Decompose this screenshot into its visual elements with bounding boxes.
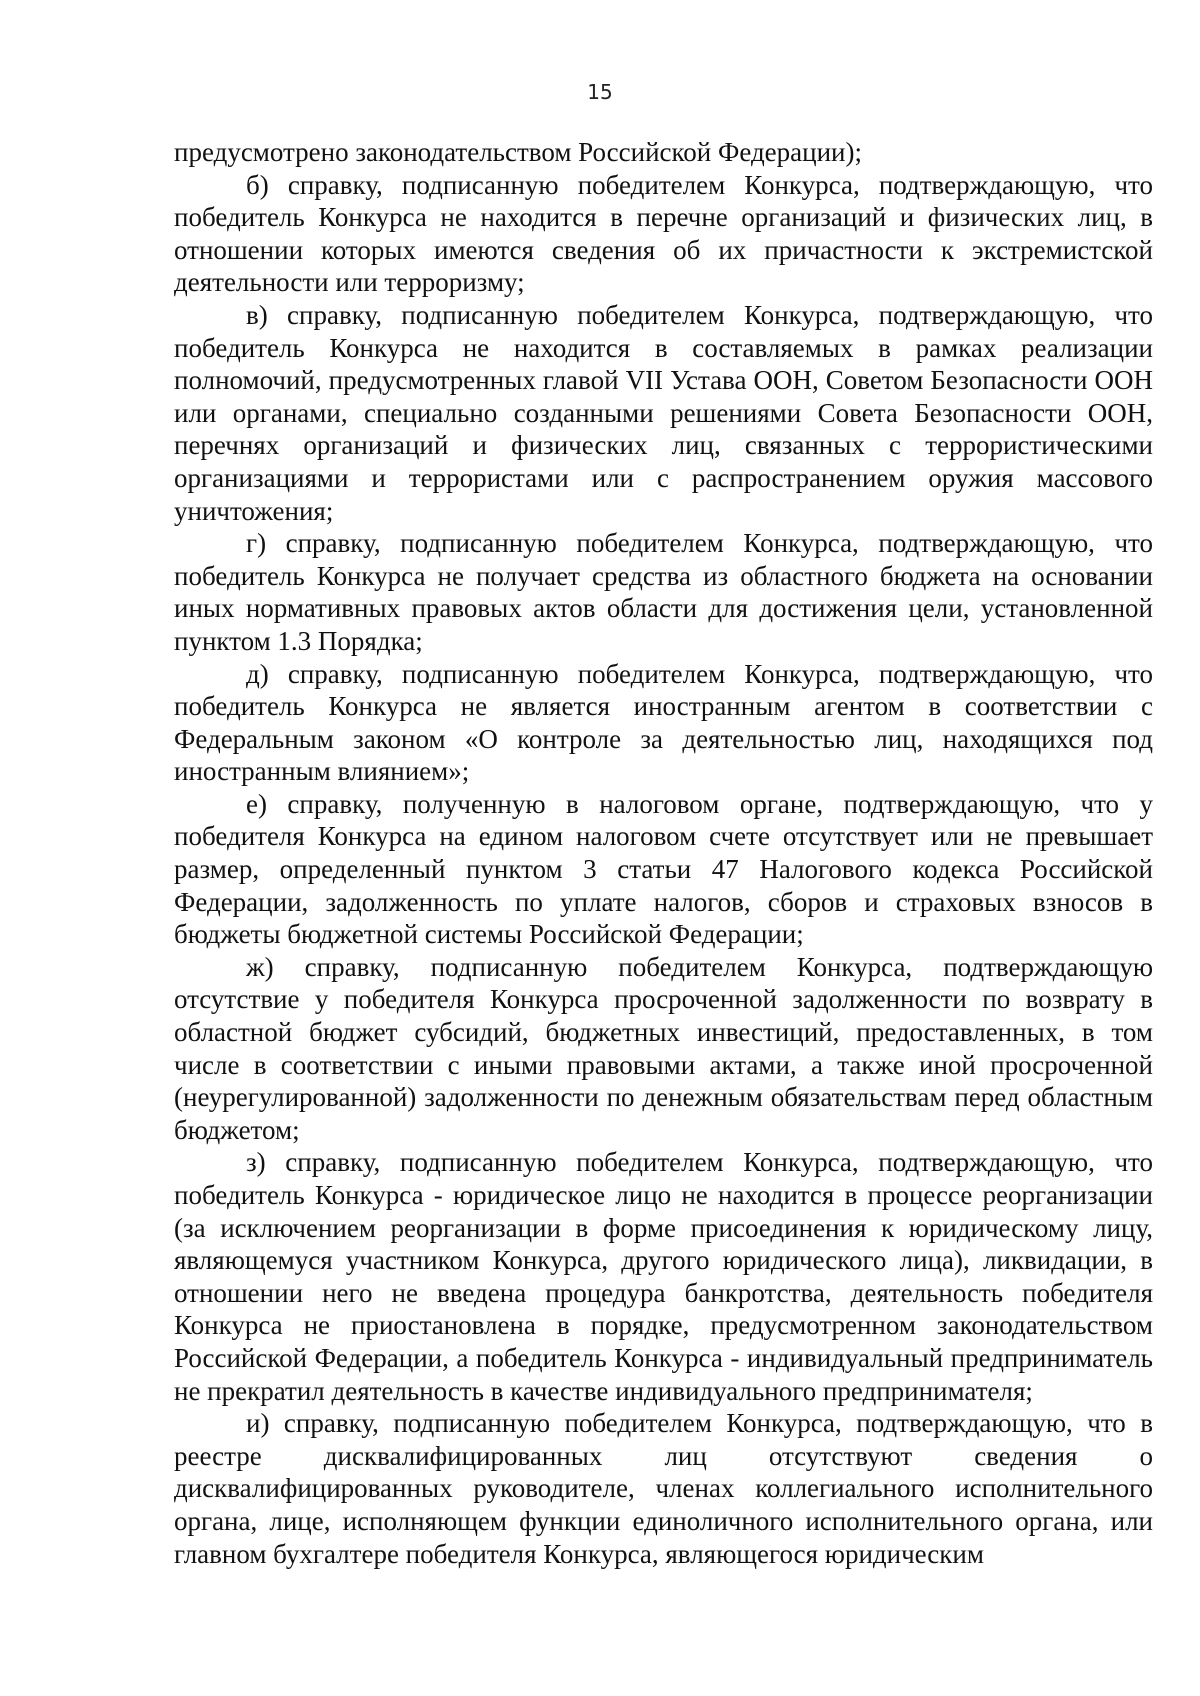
document-body — [174, 136, 1153, 1570]
paragraph-item-d: д) справку, подписанную победителем Конкурса, подтверждающую, что победитель Конкурса не является иностранным агентом в соответствии с Федеральным законом «О контроле за деятельностью лиц, находящихся под иностранным влиянием»; — [174, 658, 1153, 787]
paragraph-continuation: предусмотрено законодательством Российской Федерации); — [174, 137, 862, 167]
paragraph-item-i: и) справку, подписанную победителем Конкурса, подтверждающую, что в реестре дисквалифицированных лиц отсутствуют сведения о дисквалифицированных руководителе, членах коллегиального исполнительного органа, лице, исполняющем функции единоличного исполнительного органа, или главном бухгалтере победителя Конкурса, являющегося юридическим — [174, 1408, 1153, 1569]
paragraph-item-v: в) справку, подписанную победителем Конкурса, подтверждающую, что победитель Конкурса не находится в составляемых в рамках реализации полномочий, предусмотренных главой VII Устава ООН, Советом Безопасности ООН или органами, специально созданными решениями Совета Безопасности ООН, перечнях организаций и физических лиц, связанных с террористическими организациями и террористами или с распространением оружия массового уничтожения; — [174, 299, 1153, 526]
paragraph-item-g: г) справку, подписанную победителем Конкурса, подтверждающую, что победитель Конкурса не получает средства из областного бюджета на основании иных нормативных правовых актов области для достижения цели, установленной пунктом 1.3 Порядка; — [174, 528, 1153, 656]
paragraph-item-b: б) справку, подписанную победителем Конкурса, подтверждающую, что победитель Конкурса не находится в перечне организаций и физических лиц, в отношении которых имеются сведения об их причастности к экстремистской деятельности или терроризму; — [174, 169, 1153, 298]
paragraph-item-z: з) справку, подписанную победителем Конкурса, подтверждающую, что победитель Конкурса - юридическое лицо не находится в процессе реорганизации (за исключением реорганизации в форме присоединения к юридическому лицу, являющемуся участником Конкурса, другого юридического лица), ликвидации, в отношении него не введена процедура банкротства, деятельность победителя Конкурса не приостановлена в порядке, предусмотренном законодательством Российской Федерации, а победитель Конкурса - индивидуальный предприниматель не прекратил деятельность в качестве индивидуального предпринимателя; — [174, 1147, 1153, 1406]
page-number: 15 — [587, 80, 613, 104]
paragraph-item-zh: ж) справку, подписанную победителем Конкурса, подтверждающую отсутствие у победителя Конкурса просроченной задолженности по возврату в областной бюджет субсидий, бюджетных инвестиций, предоставленных, в том числе в соответствии с иными правовыми актами, а также иной просроченной (неурегулированной) задолженности по денежным обязательствам перед областным бюджетом; — [174, 951, 1153, 1145]
paragraph-item-e: е) справку, полученную в налоговом органе, подтверждающую, что у победителя Конкурса на едином налоговом счете отсутствует или не превышает размер, определенный пунктом 3 статьи 47 Налогового кодекса Российской Федерации, задолженность по уплате налогов, сборов и страховых взносов в бюджеты бюджетной системы Российской Федерации; — [174, 788, 1153, 950]
